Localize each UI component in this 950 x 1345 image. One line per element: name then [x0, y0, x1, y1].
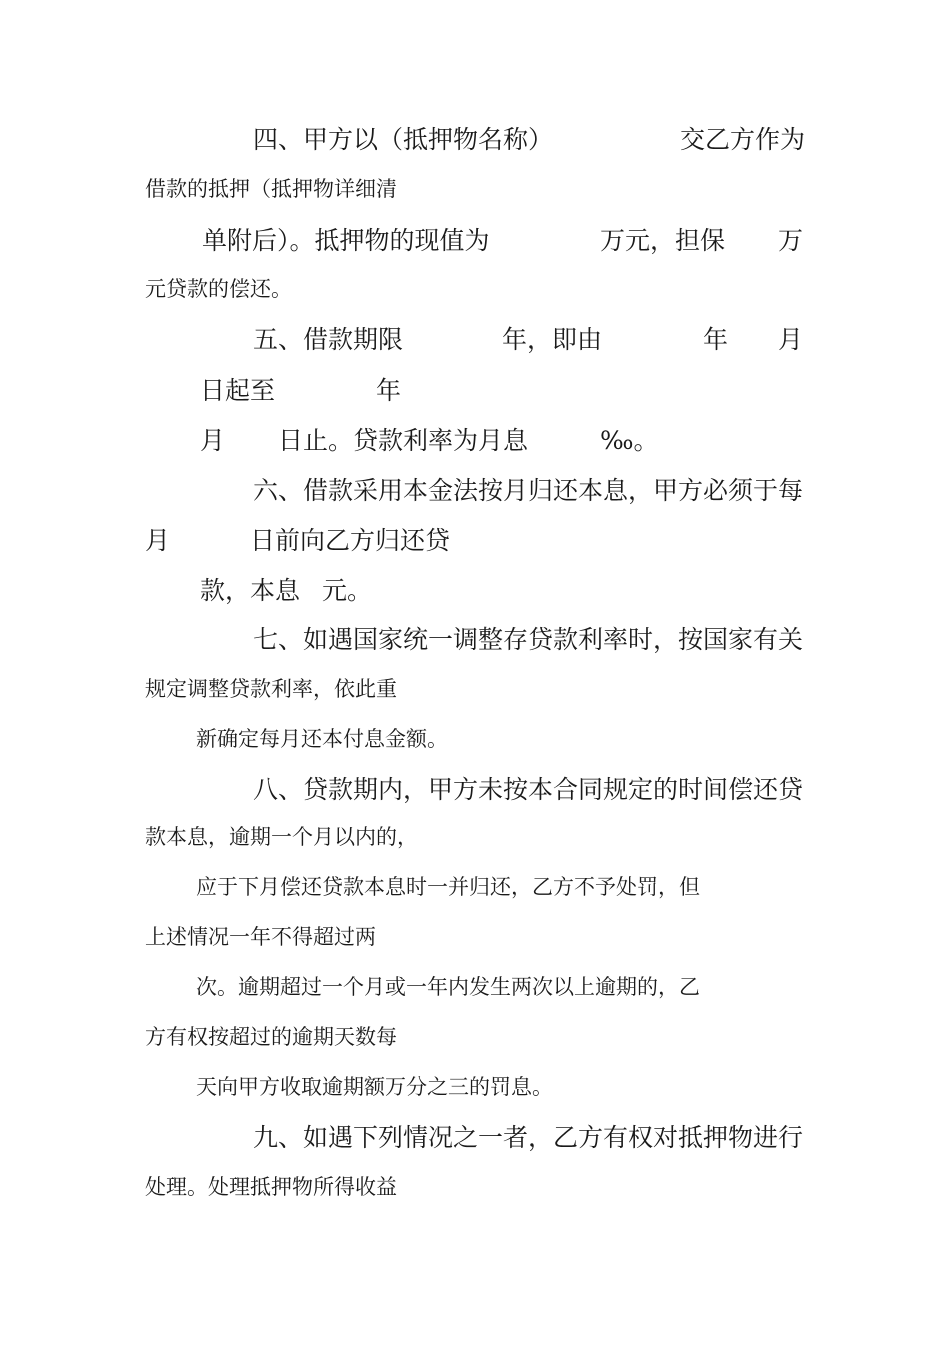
clause-5-line-3-permille: ‰。 — [600, 426, 659, 455]
clause-6-line-1: 六、借款采用本金法按月归还本息，甲方必须于每 — [253, 476, 804, 505]
clause-6-line-3-end: 元。 — [322, 576, 373, 605]
clause-6-line-3-start: 款，本息 — [200, 576, 301, 605]
clause-7-line-1: 七、如遇国家统一调整存贷款利率时，按国家有关 — [253, 625, 804, 654]
clause-4-line-4: 元贷款的偿还。 — [145, 277, 292, 301]
clause-5-line-2-year: 年 — [376, 376, 402, 405]
clause-5-line-3-rate: 日止。贷款利率为月息 — [278, 426, 529, 455]
clause-8-line-2: 款本息，逾期一个月以内的， — [145, 825, 418, 849]
clause-8-line-4: 上述情况一年不得超过两 — [145, 925, 376, 949]
clause-8-line-7: 天向甲方收取逾期额万分之三的罚息。 — [196, 1075, 553, 1099]
clause-4-line-3-mid: 万元，担保 — [600, 226, 726, 255]
clause-5-line-1-mid: 年，即由 — [502, 325, 603, 354]
clause-5-line-1-year: 年 — [703, 325, 729, 354]
clause-4-line-1-start: 四、甲方以（抵押物名称） — [253, 125, 554, 154]
clause-6-line-2-month: 月 — [145, 526, 171, 555]
clause-5-line-3-month: 月 — [200, 426, 226, 455]
clause-8-line-6: 方有权按超过的逾期天数每 — [145, 1025, 397, 1049]
clause-4-line-3-end: 万 — [778, 226, 804, 255]
clause-5-line-1-month: 月 — [778, 325, 804, 354]
clause-4-line-1-end: 交乙方作为 — [680, 125, 806, 154]
clause-8-line-3: 应于下月偿还贷款本息时一并归还，乙方不予处罚，但 — [196, 875, 700, 899]
clause-5-line-2-start: 日起至 — [200, 376, 276, 405]
clause-6-line-2-rest: 日前向乙方归还贷 — [250, 526, 451, 555]
clause-8-line-1: 八、贷款期内，甲方未按本合同规定的时间偿还贷 — [253, 775, 804, 804]
clause-4-line-2: 借款的抵押（抵押物详细清 — [145, 177, 397, 201]
clause-9-line-1: 九、如遇下列情况之一者，乙方有权对抵押物进行 — [253, 1123, 804, 1152]
clause-4-line-3-start: 单附后）。抵押物的现值为 — [202, 226, 490, 255]
clause-7-line-3: 新确定每月还本付息金额。 — [196, 727, 448, 751]
clause-5-line-1-start: 五、借款期限 — [253, 325, 404, 354]
clause-9-line-2: 处理。处理抵押物所得收益 — [145, 1175, 397, 1199]
clause-7-line-2: 规定调整贷款利率，依此重 — [145, 677, 397, 701]
clause-8-line-5: 次。逾期超过一个月或一年内发生两次以上逾期的，乙 — [196, 975, 700, 999]
